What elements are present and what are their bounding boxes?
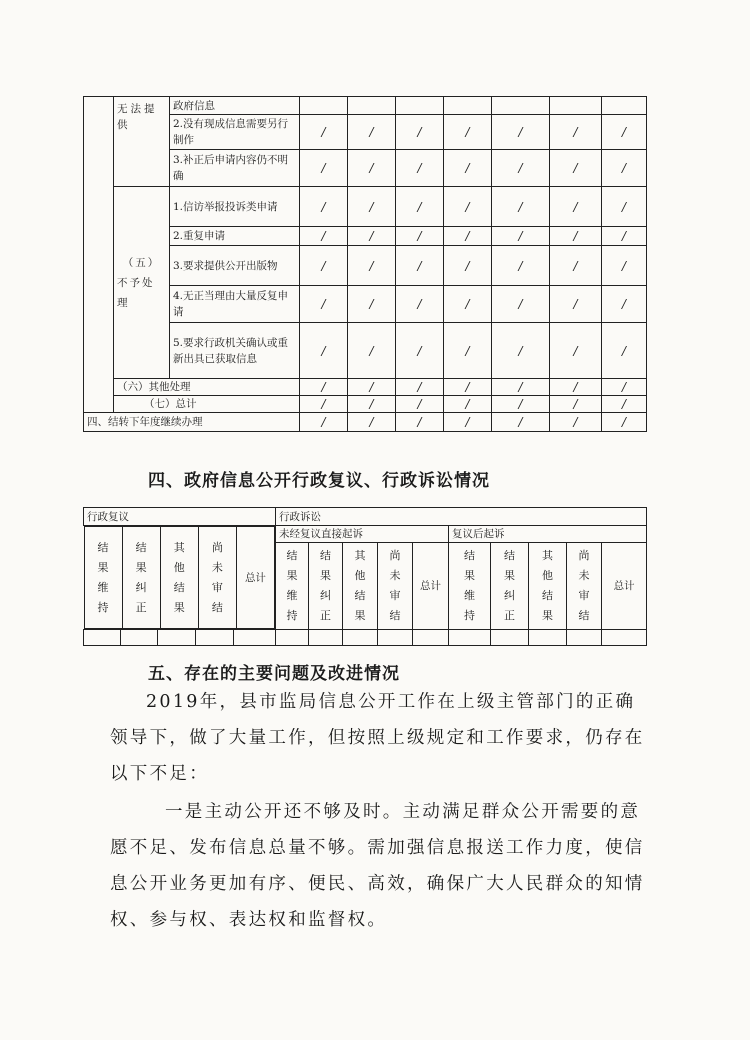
review-columns xyxy=(84,526,276,630)
slash-mark xyxy=(396,97,444,115)
slash-mark: / xyxy=(550,187,602,227)
slash-mark: / xyxy=(492,187,550,227)
slash-mark: / xyxy=(300,396,348,413)
paragraph-intro: 2019年，县市监局信息公开工作在上级主管部门的正确领导下，做了大量工作，但按照上级规定和工作要求，仍存在以下不足： xyxy=(110,692,645,784)
slash-mark: / xyxy=(550,246,602,286)
empty-data-cell xyxy=(491,630,529,646)
slash-mark: / xyxy=(300,286,348,323)
slash-mark: / xyxy=(550,286,602,323)
slash-mark: / xyxy=(444,379,492,396)
slash-mark: / xyxy=(348,227,396,246)
slash-mark: / xyxy=(602,379,647,396)
slash-mark: / xyxy=(396,227,444,246)
processing-table xyxy=(83,96,647,432)
slash-mark: / xyxy=(348,150,396,187)
slash-mark: / xyxy=(444,227,492,246)
litigation-col-total: 总计 xyxy=(413,543,449,630)
empty-data-cell xyxy=(413,630,449,646)
section-5-title: 五、存在的主要问题及改进情况 xyxy=(148,664,400,684)
slash-mark: / xyxy=(348,413,396,432)
section-4-title: 四、政府信息公开行政复议、行政诉讼情况 xyxy=(148,471,490,491)
slash-mark: / xyxy=(602,413,647,432)
slash-mark: / xyxy=(492,396,550,413)
litigation-header: 行政诉讼 xyxy=(276,508,647,526)
slash-mark: / xyxy=(300,323,348,379)
slash-mark: / xyxy=(348,396,396,413)
slash-mark: / xyxy=(492,150,550,187)
slash-mark xyxy=(492,97,550,115)
slash-mark: / xyxy=(300,115,348,150)
slash-mark: / xyxy=(300,150,348,187)
empty-data-cell xyxy=(378,630,413,646)
slash-mark: / xyxy=(492,227,550,246)
group-label-cannot-provide: 无法提供 xyxy=(114,97,170,187)
slash-mark: / xyxy=(396,396,444,413)
empty-data-cell xyxy=(121,630,158,646)
slash-mark: / xyxy=(602,396,647,413)
litigation-col: 尚 未 审 结 xyxy=(378,543,413,630)
direct-suit-header: 未经复议直接起诉 xyxy=(276,526,449,543)
slash-mark: / xyxy=(348,323,396,379)
slash-mark: / xyxy=(550,150,602,187)
slash-mark: / xyxy=(492,413,550,432)
row-label: 1.信访举报投诉类申请 xyxy=(170,187,300,227)
empty-data-cell xyxy=(234,630,276,646)
row-label: 政府信息 xyxy=(170,97,300,115)
slash-mark: / xyxy=(492,323,550,379)
slash-mark: / xyxy=(550,413,602,432)
slash-mark: / xyxy=(602,227,647,246)
slash-mark: / xyxy=(348,187,396,227)
slash-mark: / xyxy=(396,150,444,187)
empty-data-cell xyxy=(196,630,234,646)
slash-mark: / xyxy=(396,323,444,379)
slash-mark: / xyxy=(444,323,492,379)
slash-mark: / xyxy=(550,379,602,396)
slash-mark xyxy=(602,97,647,115)
row-label: 3.补正后申请内容仍不明确 xyxy=(170,150,300,187)
slash-mark: / xyxy=(300,187,348,227)
empty-data-cell xyxy=(309,630,343,646)
slash-mark xyxy=(444,97,492,115)
review-col-total: 总计 xyxy=(236,527,274,629)
slash-mark: / xyxy=(492,246,550,286)
slash-mark: / xyxy=(602,150,647,187)
slash-mark: / xyxy=(444,246,492,286)
slash-mark: / xyxy=(444,286,492,323)
group-label-number: （五） xyxy=(122,256,161,269)
empty-data-cell xyxy=(158,630,196,646)
slash-mark xyxy=(348,97,396,115)
slash-mark: / xyxy=(348,379,396,396)
review-litigation-table xyxy=(83,507,647,646)
empty-data-cell xyxy=(449,630,491,646)
slash-mark: / xyxy=(550,115,602,150)
litigation-col: 其 他 结 果 xyxy=(529,543,567,630)
slash-mark: / xyxy=(550,323,602,379)
row-label: 5.要求行政机关确认或重新出具已获取信息 xyxy=(170,323,300,379)
empty-data-cell xyxy=(529,630,567,646)
slash-mark: / xyxy=(348,246,396,286)
slash-mark xyxy=(550,97,602,115)
slash-mark: / xyxy=(444,115,492,150)
slash-mark: / xyxy=(300,227,348,246)
slash-mark: / xyxy=(602,286,647,323)
slash-mark: / xyxy=(550,396,602,413)
slash-mark: / xyxy=(444,396,492,413)
empty-data-cell xyxy=(567,630,602,646)
slash-mark: / xyxy=(492,379,550,396)
slash-mark: / xyxy=(492,286,550,323)
paragraph-issue-1: 一是主动公开还不够及时。主动满足群众公开需要的意愿不足、发布信息总量不够。需加强信息报送工作力度，使信息公开业务更加有序、便民、高效，确保广大人民群众的知情权、参与权、表达权和监督权。 xyxy=(110,802,645,930)
litigation-col: 尚 未 审 结 xyxy=(567,543,602,630)
slash-mark: / xyxy=(300,413,348,432)
litigation-col: 其 他 结 果 xyxy=(343,543,378,630)
litigation-col: 结 果 纠 正 xyxy=(491,543,529,630)
row-label: 3.要求提供公开出版物 xyxy=(170,246,300,286)
empty-data-cell xyxy=(343,630,378,646)
review-header: 行政复议 xyxy=(84,508,276,526)
litigation-col: 结 果 维 持 xyxy=(449,543,491,630)
row-label: 2.重复申请 xyxy=(170,227,300,246)
after-review-header: 复议后起诉 xyxy=(449,526,647,543)
empty-data-cell xyxy=(276,630,309,646)
slash-mark: / xyxy=(444,150,492,187)
row-label-carry-over: 四、结转下年度继续办理 xyxy=(84,413,300,432)
review-col: 尚 未 审 结 xyxy=(198,527,236,629)
slash-mark: / xyxy=(348,286,396,323)
review-col: 其 他 结 果 xyxy=(160,527,198,629)
slash-mark: / xyxy=(300,246,348,286)
review-col: 结 果 维 持 xyxy=(84,527,122,629)
group-label-not-processed xyxy=(114,187,170,379)
slash-mark: / xyxy=(602,187,647,227)
review-col: 结 果 纠 正 xyxy=(122,527,160,629)
litigation-col-total: 总计 xyxy=(602,543,647,630)
slash-mark: / xyxy=(396,115,444,150)
slash-mark: / xyxy=(602,246,647,286)
group-label-text: 不予处理 xyxy=(117,276,155,309)
row-label: 2.没有现成信息需要另行制作 xyxy=(170,115,300,150)
slash-mark: / xyxy=(348,115,396,150)
slash-mark: / xyxy=(300,379,348,396)
row-label-total: （七）总计 xyxy=(114,396,300,413)
slash-mark: / xyxy=(492,115,550,150)
slash-mark: / xyxy=(396,187,444,227)
slash-mark: / xyxy=(444,187,492,227)
row-label-other: （六）其他处理 xyxy=(114,379,300,396)
empty-data-cell xyxy=(84,630,121,646)
slash-mark xyxy=(300,97,348,115)
row-label: 4.无正当理由大量反复申请 xyxy=(170,286,300,323)
slash-mark: / xyxy=(396,413,444,432)
table-left-margin xyxy=(84,97,114,413)
slash-mark: / xyxy=(396,246,444,286)
slash-mark: / xyxy=(396,379,444,396)
litigation-col: 结 果 维 持 xyxy=(276,543,309,630)
slash-mark: / xyxy=(396,286,444,323)
slash-mark: / xyxy=(444,413,492,432)
slash-mark: / xyxy=(602,323,647,379)
empty-data-cell xyxy=(602,630,647,646)
slash-mark: / xyxy=(550,227,602,246)
slash-mark: / xyxy=(602,115,647,150)
litigation-col: 结 果 纠 正 xyxy=(309,543,343,630)
